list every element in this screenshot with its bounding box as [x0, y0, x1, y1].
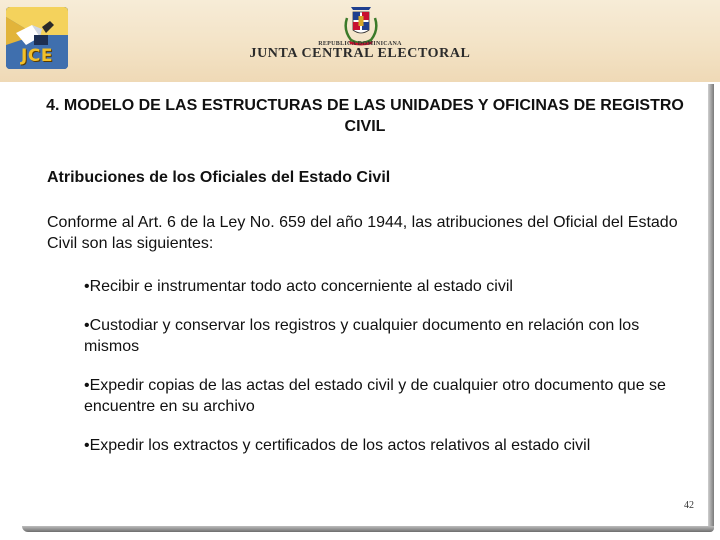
institution-name: JUNTA CENTRAL ELECTORAL — [249, 46, 471, 61]
list-item: •Custodiar y conservar los registros y cualquier documento en relación con los mismos — [84, 317, 640, 355]
frame-shadow-bottom — [22, 526, 714, 532]
page-number: 42 — [684, 500, 694, 511]
country-name: REPUBLICA DOMINICANA — [318, 41, 402, 47]
list-item: •Expedir copias de las actas del estado civil y de cualquier otro documento que se encuentre en su archivo — [84, 377, 666, 415]
subheading: Atribuciones de los Oficiales del Estado Civil — [47, 169, 391, 186]
slide-header — [0, 0, 720, 82]
jce-logo-text: JCE — [21, 46, 53, 66]
attributions-list — [84, 276, 684, 474]
dominican-crest-icon — [341, 4, 381, 46]
intro-paragraph: Conforme al Art. 6 de la Ley No. 659 del año 1944, las atribuciones del Oficial del Estado Civil son las siguientes: — [47, 214, 678, 252]
list-item: •Expedir los extractos y certificados de los actos relativos al estado civil — [84, 437, 591, 454]
frame-shadow-right — [708, 84, 714, 532]
list-item: •Recibir e instrumentar todo acto concerniente al estado civil — [84, 278, 513, 295]
section-title: 4. MODELO DE LAS ESTRUCTURAS DE LAS UNIDADES Y OFICINAS DE REGISTRO CIVIL — [46, 97, 684, 135]
